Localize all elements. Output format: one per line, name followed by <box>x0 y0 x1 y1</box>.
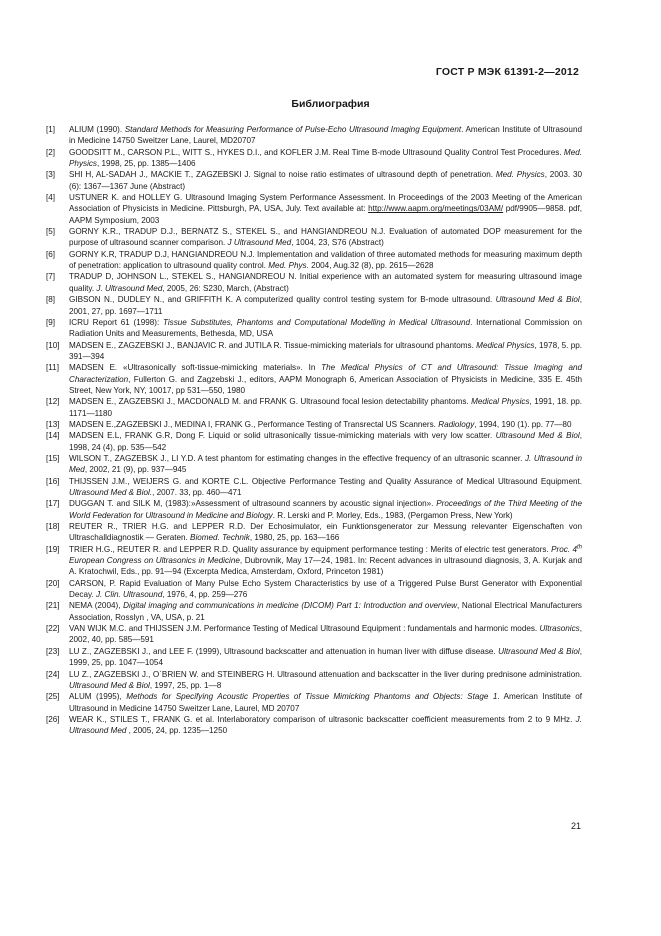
reference-text-segment: WILSON T., ZAGZEBSK J., LI Y.D. A test phantom for estimating changes in the effective frequency of an ultrasonic scanner. <box>69 453 525 463</box>
reference-text <box>69 453 582 476</box>
reference-text-segment: , 2005, 24, pp. 1235—1250 <box>126 726 228 736</box>
reference-text-segment: , 1997, 25, pp. 1—8 <box>149 680 222 690</box>
reference-number: [26] <box>46 714 60 724</box>
reference-item <box>46 271 582 294</box>
reference-text <box>69 396 582 419</box>
reference-item <box>46 476 582 499</box>
reference-text-segment: . American Institute of Ultrasound in Medicine 14750 Sweitzer Lane, Laurel, MD 20707 <box>69 692 582 713</box>
reference-item <box>46 544 582 578</box>
reference-text-segment: WEAR K., STILES T., FRANK G. et al. Interlaboratory comparison of ultrasonic backscatter coefficient measurements from 2 to 9 MHz. <box>69 714 576 724</box>
reference-text-segment: th <box>576 544 582 550</box>
reference-text <box>69 498 582 521</box>
reference-text <box>69 271 582 294</box>
reference-text-segment: NEMA (2004), <box>69 601 124 611</box>
reference-number: [15] <box>46 453 60 463</box>
reference-number: [10] <box>46 340 60 350</box>
reference-number: [4] <box>46 193 56 203</box>
reference-text-segment: MADSEN E. «Ultrasonically soft-tissue-mimicking materials». In <box>69 363 322 373</box>
reference-number: [19] <box>46 544 60 554</box>
reference-number: [3] <box>46 170 56 180</box>
reference-item <box>46 340 582 363</box>
reference-item <box>46 124 582 147</box>
reference-item <box>46 623 582 646</box>
reference-text-segment: pdf/9905—9858. pdf, AAPM Symposium, 2003 <box>69 204 582 225</box>
reference-item <box>46 249 582 272</box>
reference-number: [8] <box>46 295 56 305</box>
reference-text-segment: DUGGAN T. and SILK M, (1983):»Assessment of ultrasound scanners by acoustic signal injection». <box>69 499 437 509</box>
reference-item <box>46 294 582 317</box>
reference-text-segment: Radiology <box>438 419 475 429</box>
reference-number: [13] <box>46 419 60 429</box>
reference-text-segment: MADSEN E., ZAGZEBSKI J., BANJAVIC R. and JUTILA R. Tissue-mimicking materials for ultrasound phantoms. <box>69 340 477 350</box>
reference-text-segment: , 2005, 26: S230, March, (Abstract) <box>162 283 289 293</box>
reference-text-segment: J. Ultrasound Med <box>69 714 582 736</box>
reference-text-segment: Medical Physics <box>471 397 530 407</box>
reference-text-segment: Ultrasonics <box>539 624 580 634</box>
reference-number: [20] <box>46 578 60 588</box>
reference-text-segment: ICRU Report 61 (1998): <box>69 317 163 327</box>
reference-text <box>69 340 582 363</box>
reference-text-segment: , National Electrical Manufacturers Association, Rosslyn , VA, USA, p. 21 <box>69 601 582 622</box>
reference-text-segment: Ultrasound Med & Biol <box>498 646 580 656</box>
reference-text-segment: . American Institute of Ultrasound in Medicine 14750 Sweitzer Lane, Laurel, MD20707 <box>69 125 582 146</box>
reference-text <box>69 430 582 453</box>
reference-text-segment: Med. Phys. <box>268 261 309 271</box>
reference-number: [2] <box>46 147 56 157</box>
reference-number: [1] <box>46 125 56 134</box>
bibliography-list <box>46 124 582 737</box>
reference-text-segment: 2004, Aug.32 (8), pp. 2615—2628 <box>308 261 434 271</box>
reference-number: [16] <box>46 476 60 486</box>
reference-text-segment: J. Ultrasound Med <box>96 283 163 293</box>
reference-text <box>69 419 582 430</box>
reference-item <box>46 498 582 521</box>
reference-text-segment: , 1998, 25, pp. 1385—1406 <box>97 159 196 169</box>
reference-text-segment: , 1998, 24 (4), pp. 535—542 <box>69 431 582 452</box>
reference-text <box>69 226 582 249</box>
reference-text-segment: MADSEN E.,ZAGZEBSKI J., MEDINA I, FRANK G., Performance Testing of Transrectal US Scanners. <box>69 419 439 429</box>
reference-text-segment: . R. Lerski and P. Morley, Eds., 1983, (Pergamon Press, New York) <box>272 510 513 520</box>
reference-item <box>46 226 582 249</box>
reference-text-segment: Ultrasound Med & Biol <box>495 431 580 441</box>
reference-text-segment: European Congress on Ultrasonics in Medicine <box>69 556 240 566</box>
reference-text-segment: Med. Physics <box>69 147 582 169</box>
reference-text-segment: , 2003. 30 (6): 1367—1367 June (Abstract) <box>69 170 582 191</box>
page-number: 21 <box>570 821 581 831</box>
reference-text <box>69 147 582 170</box>
reference-text <box>69 600 582 623</box>
reference-number: [5] <box>46 227 56 237</box>
reference-item <box>46 453 582 476</box>
reference-text-segment: Biomed. Technik <box>190 533 250 543</box>
reference-text <box>69 317 582 340</box>
reference-text-segment: J. Ultrasound in Med <box>69 453 583 475</box>
reference-item <box>46 714 582 737</box>
reference-text <box>69 294 582 317</box>
reference-item <box>46 521 582 544</box>
reference-number: [18] <box>46 522 60 532</box>
reference-number: [17] <box>46 499 60 509</box>
reference-link[interactable]: http://www.aapm.org/meetings/03AM/ <box>368 204 504 214</box>
reference-text <box>69 249 582 272</box>
reference-text-segment: CARSON, P. Rapid Evaluation of Many Pulse Echo System Characteristics by use of a Triggered Pulse Burst Generator with Exponential Decay. <box>69 578 582 600</box>
reference-number: [25] <box>46 692 60 702</box>
reference-text <box>69 623 582 646</box>
reference-text <box>69 476 582 499</box>
reference-text-segment: J Ultrasound Med <box>227 238 292 248</box>
reference-text-segment: Tissue Substitutes, Phantoms and Computational Modelling in Medical Ultrasound <box>162 317 471 327</box>
reference-item <box>46 147 582 170</box>
reference-item <box>46 169 582 192</box>
reference-text-segment: Ultrasound Med & Biol. <box>69 488 153 497</box>
reference-number: [11] <box>46 363 59 373</box>
reference-text-segment: SHI H, AL-SADAH J., MACKIE T., ZAGZEBSKI J. Signal to noise ratio estimates of ultrasound depth of penetration. <box>69 170 496 180</box>
reference-text <box>69 578 582 601</box>
reference-text-segment: Standard Methods for Measuring Performance of Pulse-Echo Ultrasound Imaging Equipment <box>124 125 462 134</box>
reference-text-segment: TRIER H.G., REUTER R. and LEPPER R.D. Quality assurance by equipment performance testing : Merits of electric test generators. <box>69 544 552 554</box>
reference-item <box>46 691 582 714</box>
reference-text-segment: , 1991, 18. pp. 1171—1180 <box>69 397 583 418</box>
reference-text-segment: , 1976, 4, pp. 259—276 <box>162 590 248 600</box>
reference-text-segment: GORNY K.R., TRADUP D.J., BERNATZ S., STEKEL S., and HANGIANDREOU N.J. Evaluation of automated DOP measurement for the purpose of ultrasound scanner comparison. <box>69 227 582 248</box>
reference-item <box>46 396 582 419</box>
reference-text-segment: Proc. 4 <box>551 544 577 554</box>
reference-text-segment: Digital imaging and communications in medicine (DICOM) Part 1: Introduction and overview <box>123 601 457 611</box>
reference-text-segment: USTUNER K. and HOLLEY G. Ultrasound Imaging System Performance Assessment. In Proceedings of the 2003 Meeting of the American Association of Physicists in Medicine. Pittsburgh, PA, USA, July. Text available at: <box>69 193 582 214</box>
reference-item <box>46 669 582 692</box>
reference-text <box>69 714 582 737</box>
reference-item <box>46 646 582 669</box>
reference-item <box>46 419 582 430</box>
reference-item <box>46 362 582 396</box>
reference-text-segment: , 2001, 27, pp. 1697—1711 <box>69 295 583 316</box>
reference-item <box>46 578 582 601</box>
reference-text-segment: GIBSON N., DUDLEY N., and GRIFFITH K. A computerized quality control testing system for B-mode ultrasound. <box>69 295 496 305</box>
reference-text-segment: , 1980, 25, pp. 163—166 <box>249 533 340 543</box>
reference-number: [22] <box>46 624 60 634</box>
reference-text-segment: Medical Physics <box>476 340 535 350</box>
reference-number: [21] <box>46 601 60 611</box>
reference-text <box>69 669 582 692</box>
reference-text-segment: MADSEN E.L, FRANK G.R, Dong F. Liquid or solid ultrasonically tissue-mimicking materials with very low scatter. <box>69 431 496 441</box>
reference-text-segment: Ultrasound Med & Biol <box>69 680 150 690</box>
reference-number: [14] <box>46 431 60 441</box>
reference-text-segment: THIJSSEN J.M., WEIJERS G. and KORTE C.L. Objective Performance Testing and Quality Assurance of Medical Ultrasound Equipment. <box>69 476 582 486</box>
reference-item <box>46 192 582 226</box>
reference-text-segment: The Medical Physics of CT and Ultrasound: Tissue Imaging and Characterization <box>69 363 582 384</box>
reference-text-segment: ALUM (1995), <box>69 692 127 702</box>
reference-text-segment: Ultrasound Med & Biol <box>495 295 580 305</box>
reference-text-segment: ALIUM (1990). <box>69 125 125 134</box>
reference-text-segment: , 1999, 25, pp. 1047—1054 <box>69 646 582 668</box>
reference-number: [7] <box>46 272 56 282</box>
reference-text <box>69 362 582 396</box>
reference-text-segment: Methods for Specifying Acoustic Properties of Tissue Mimicking Phantoms and Objects: Stage 1 <box>126 692 498 702</box>
reference-text-segment: J. Clin. Ultrasound <box>95 590 163 600</box>
reference-text <box>69 124 582 147</box>
document-header: ГОСТ Р МЭК 61391-2—2012 <box>435 66 579 78</box>
reference-text-segment: Med. Physics <box>495 170 545 180</box>
reference-text-segment: LU Z., ZAGZEBSKI J., and LEE F. (1999), Ultrasound backscatter and attenuation in human liver with diffuse disease. <box>69 646 499 656</box>
reference-text-segment: TRADUP D, JOHNSON L., STEKEL S., HANGIANDREOU N. Initial experience with an automated system for measuring ultrasound image quality. <box>69 272 582 293</box>
reference-text <box>69 646 582 669</box>
reference-number: [6] <box>46 249 56 259</box>
reference-text <box>69 691 582 714</box>
reference-number: [12] <box>46 397 60 407</box>
reference-text-segment: VAN WIJK M.C. and THIJSSEN J.M. Performance Testing of Medical Ultrasound Equipment : fundamentals and harmonic modes. <box>69 624 540 634</box>
reference-number: [24] <box>46 669 60 679</box>
reference-text-segment: , Dubrovnik, May 17—24, 1981. In: Recent advances in ultrasound diagnosis, 3, A. Kurjak and A. Kratochwil, Eds., pp. 91—94 (Excerpta Medica, Amsterdam, Oxford, Princeton 1981) <box>69 556 582 577</box>
reference-text-segment: GOODSITT M., CARSON P.L., WITT S., HYKES D.I., and KOFLER J.M. Real Time B-mode Ultrasound Quality Control Test Procedures. <box>69 147 564 157</box>
reference-text-segment: , Fullerton G. and Zagzebski J., editors, AAPM Monograph 6, American Association of Physicists in Medicine, 335 E. 45th Street, New York, NY, 10017, pp 531—550, 1980 <box>69 374 582 395</box>
reference-text-segment: , 2002, 21 (9), pp. 937—945 <box>84 465 187 475</box>
reference-text-segment: , 1994, 190 (1). pp. 77—80 <box>474 419 572 429</box>
reference-text-segment: Proceedings of the Third Meeting of the World Federation for Ultrasound in Medicine and Biology <box>69 499 582 520</box>
reference-item <box>46 600 582 623</box>
reference-number: [9] <box>46 317 56 327</box>
reference-text-segment: GORNY K.R, TRADUP D.J, HANGIANDREOU N.J. Implementation and validation of three automated methods for measuring maximum depth of penetration: application to ultrasound quality control. <box>69 249 582 271</box>
reference-text-segment: LU Z., ZAGZEBSKI J., O`BRIEN W. and STEINBERG H. Ultrasound attenuation and backscatter in the liver during prednisone administration. <box>69 669 582 679</box>
reference-text-segment: , 2002, 40, pp. 585—591 <box>69 624 582 645</box>
reference-item <box>46 430 582 453</box>
reference-text-segment: , 2007. 33, pp. 460—471 <box>152 488 242 497</box>
reference-text <box>69 169 582 192</box>
reference-text <box>69 192 582 226</box>
page-title: Библиография <box>291 98 370 110</box>
reference-text-segment: MADSEN E., ZAGZEBSKI J., MACDONALD M. and FRANK G. Ultrasound focal lesion detectability phantoms. <box>69 397 472 407</box>
reference-text-segment: REUTER R., TRIER H.G. and LEPPER R.D. Der Echosimulator, ein Funktionsgenerator zur Messung relevanter Eigenschaften von Ultraschalldiagnostik — Geraten. <box>69 522 582 543</box>
reference-text-segment: , 1004, 23, S76 (Abstract) <box>291 238 384 248</box>
reference-number: [23] <box>46 646 60 656</box>
reference-text-segment: . International Commission on Radiation Units and Measurements, Bethesda, MD, USA <box>69 317 583 339</box>
reference-text-segment: , 1978, 5. pp. 391—394 <box>69 340 583 361</box>
reference-text <box>69 544 582 578</box>
reference-item <box>46 317 582 340</box>
reference-text <box>69 521 582 544</box>
